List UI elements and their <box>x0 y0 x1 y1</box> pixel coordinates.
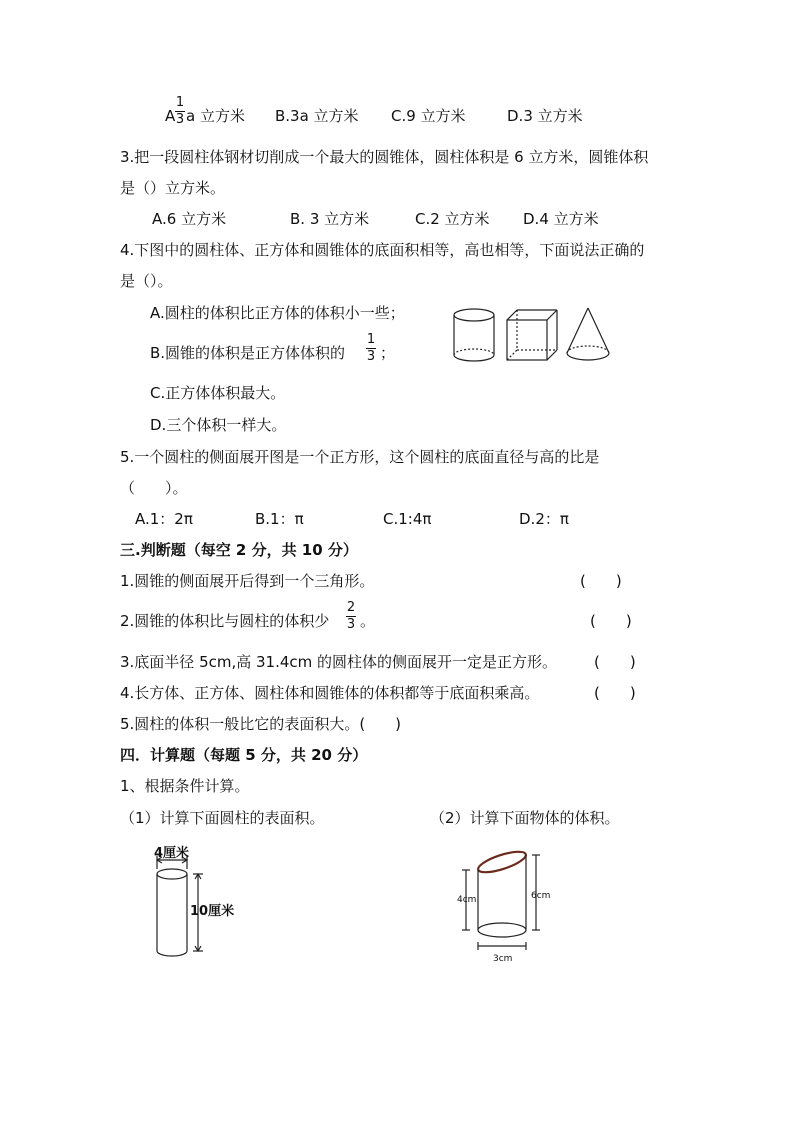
q2-option-a-fraction <box>175 96 185 127</box>
judge-item-2-fraction <box>346 601 356 632</box>
q2-option-a-prefix: A <box>165 107 176 125</box>
judge-item-2-bracket: ( ) <box>590 612 632 630</box>
q3-option-c: C.2 立方米 <box>415 210 490 228</box>
judge-item-4-bracket: ( ) <box>594 684 636 702</box>
q5-option-b: B.1：π <box>255 510 304 528</box>
q3-line2: 是（）立方米。 <box>120 179 226 197</box>
fraction-numerator: 2 <box>346 600 356 615</box>
cylinder-shape <box>454 309 494 361</box>
q5-option-c: C.1:4π <box>383 510 432 528</box>
fraction-numerator: 1 <box>175 95 185 110</box>
q3-option-b: B. 3 立方米 <box>290 210 370 228</box>
q3-line1: 3.把一段圆柱体钢材切削成一个最大的圆锥体，圆柱体积是 6 立方米，圆锥体积 <box>120 148 649 166</box>
q4-option-d: D.三个体积一样大。 <box>150 416 287 434</box>
section3-title: 三.判断题（每空 2 分，共 10 分） <box>120 541 358 559</box>
q4-option-c: C.正方体体积最大。 <box>150 384 286 402</box>
cube-shape <box>507 310 557 360</box>
figure-1-height-label: 10厘米 <box>190 904 235 919</box>
judge-item-3-bracket: ( ) <box>594 653 636 671</box>
judge-item-2-end: 。 <box>360 612 376 630</box>
q2-option-d: D.3 立方米 <box>507 107 583 125</box>
judge-item-5-text: 5.圆柱的体积一般比它的表面积大。( ) <box>120 715 402 733</box>
fraction-denominator: 3 <box>175 112 185 127</box>
section4-title: 四．计算题（每题 5 分，共 20 分） <box>120 746 368 764</box>
judge-item-3-text: 3.底面半径 5cm,高 31.4cm 的圆柱体的侧面展开一定是正方形。 <box>120 653 558 671</box>
q2-option-b: B.3a 立方米 <box>275 107 359 125</box>
q4-option-b-fraction <box>366 333 376 364</box>
judge-item-1-text: 1.圆锥的侧面展开后得到一个三角形。 <box>120 572 375 590</box>
q4-line2: 是（）。 <box>120 272 173 290</box>
section4-problem-1: （1）计算下面圆柱的表面积。 <box>120 809 325 827</box>
q5-line1: 5.一个圆柱的侧面展开图是一个正方形，这个圆柱的底面直径与高的比是 <box>120 448 600 466</box>
q3-option-a: A.6 立方米 <box>152 210 227 228</box>
section4-problem-2: （2）计算下面物体的体积。 <box>430 809 620 827</box>
section4-sub1: 1、根据条件计算。 <box>120 777 250 795</box>
q2-option-a-suffix: a 立方米 <box>186 107 245 125</box>
cone-shape <box>567 308 609 360</box>
judge-item-2-text: 2.圆锥的体积比与圆柱的体积少 <box>120 612 330 630</box>
figure-1-width-label: 4厘米 <box>154 846 190 861</box>
q3-option-d: D.4 立方米 <box>523 210 599 228</box>
q5-line2: （ ）。 <box>120 479 188 497</box>
q4-option-a: A.圆柱的体积比正方体的体积小一些； <box>150 304 405 322</box>
fraction-numerator: 1 <box>366 332 376 347</box>
judge-item-4-text: 4.长方体、正方体、圆柱体和圆锥体的体积都等于底面积乘高。 <box>120 684 540 702</box>
q4-option-b-text: B.圆锥的体积是正方体体积的 <box>150 344 346 362</box>
judge-item-1-bracket: ( ) <box>580 572 622 590</box>
fraction-denominator: 3 <box>366 349 376 364</box>
q4-line1: 4.下图中的圆柱体、正方体和圆锥体的底面积相等，高也相等，下面说法正确的 <box>120 241 645 259</box>
q5-option-d: D.2：π <box>519 510 569 528</box>
q2-option-c: C.9 立方米 <box>391 107 466 125</box>
figure-2-left-height-label: 4cm <box>457 895 477 905</box>
q5-option-a: A.1：2π <box>135 510 193 528</box>
fraction-denominator: 3 <box>346 617 356 632</box>
figure-2-bottom-label: 3cm <box>493 954 513 964</box>
figure-2-right-height-label: 6cm <box>531 891 551 901</box>
q4-option-b-end: ； <box>380 344 396 362</box>
